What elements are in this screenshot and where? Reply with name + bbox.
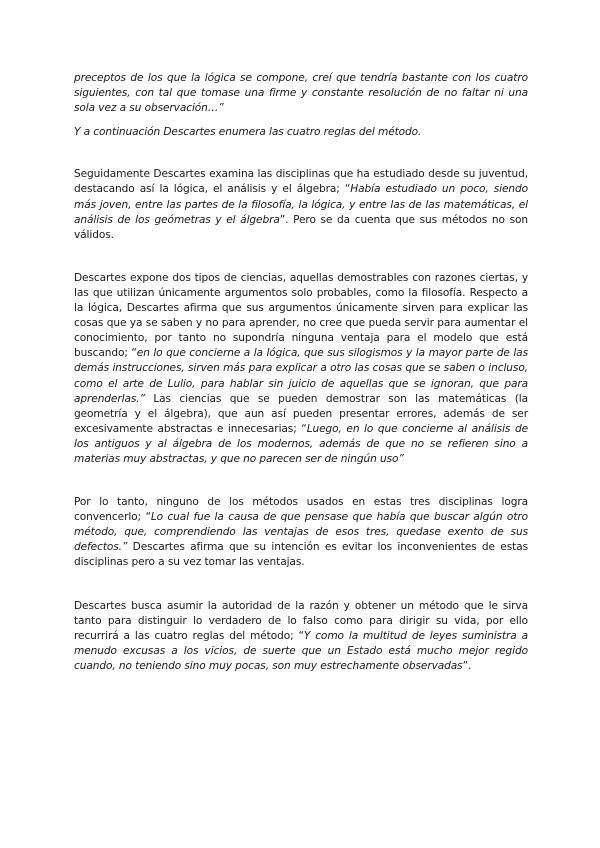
- paragraph-sciences: [74, 271, 528, 467]
- sciences-quote-2: Luego, en lo que concierne al análisis de los antiguos y al álgebra de los modernos, además de que no se refieren sino a materias muy abstractas, y que no parecen ser de ningún uso”: [74, 422, 528, 465]
- reason-text-1: Descartes busca asumir la autoridad de la razón y obtener un método que le sirva tanto para distinguir lo verdadero de lo falso como para dirigir su vida, por ello recurrirá a las cuatro reglas del método; “: [74, 599, 528, 642]
- paragraph-quote-continuation: [74, 71, 528, 116]
- paragraph-intro-rules: [74, 125, 528, 140]
- reason-text-2: ”.: [462, 659, 472, 672]
- document-page: [74, 71, 528, 674]
- paragraph-disciplines: [74, 167, 528, 242]
- disciplines-text-1: Seguidamente Descartes examina las disciplinas que ha estudiado desde su juventud, destacando así la lógica, el análisis y el álgebra; “: [74, 168, 528, 196]
- paragraph-reason: [74, 599, 528, 674]
- disciplines-text-2: ”. Pero se da cuenta que sus métodos no son válidos.: [74, 213, 529, 241]
- sciences-text-1: Descartes expone dos tipos de ciencias, aquellas demostrables con razones ciertas, y las que utilizan únicamente argumentos solo probables, como la filosofía. Respecto a la lógica, Descartes afirma que sus argumentos únicamente sirven para explicar las cosas que ya se saben y no para aprender, no cree que pueda servir para aumentar el conocimiento, por tanto no supondría ninguna ventaja para el modelo que está buscando; “: [74, 271, 528, 360]
- sciences-quote-1: en lo que concierne a la lógica, que sus silogismos y la mayor parte de las demás instrucciones, sirven más para explicar a otro las cosas que se saben o incluso, como el arte de Lulio, para hablar sin juicio de aquellas que se ignoran, que para aprenderlas.”: [74, 347, 528, 405]
- paragraph-conclusion: [74, 495, 528, 570]
- intro-rules-text: Y a continuación Descartes enumera las cuatro reglas del método.: [74, 126, 422, 139]
- quote-text: preceptos de los que la lógica se compone, creí que tendría bastante con los cuatro siguientes, con tal que tomase una firme y constante resolución de no faltar ni una sola vez a su observación…”: [74, 72, 528, 115]
- conclusion-text-1: Por lo tanto, ninguno de los métodos usados en estas tres disciplinas logra convencerlo; “: [74, 496, 528, 524]
- conclusion-text-2: Descartes afirma que su intención es evitar los inconvenientes de estas disciplinas pero a su vez tomar las ventajas.: [74, 541, 528, 569]
- disciplines-quote: Había estudiado un poco, siendo más joven, entre las partes de la filosofía, la lógica, y entre las de las matemáticas, el análisis de los geómetras y el álgebra: [74, 183, 528, 226]
- sciences-text-2: Las ciencias que se pueden demostrar son las matemáticas (la geometría y el álgebra), que aun así pueden presentar errores, además de ser excesivamente abstractas e innecesarias; “: [74, 392, 528, 435]
- reason-quote: Y como la multitud de leyes suministra a menudo excusas a los vicios, de suerte que un Estado está mucho mejor regido cuando, no teniendo sino muy pocas, son muy estrechamente observadas: [74, 629, 528, 672]
- conclusion-quote: Lo cual fue la causa de que pensase que había que buscar algún otro método, que, comprendiendo las ventajas de esos tres, quedase exento de sus defectos.”: [74, 511, 529, 554]
